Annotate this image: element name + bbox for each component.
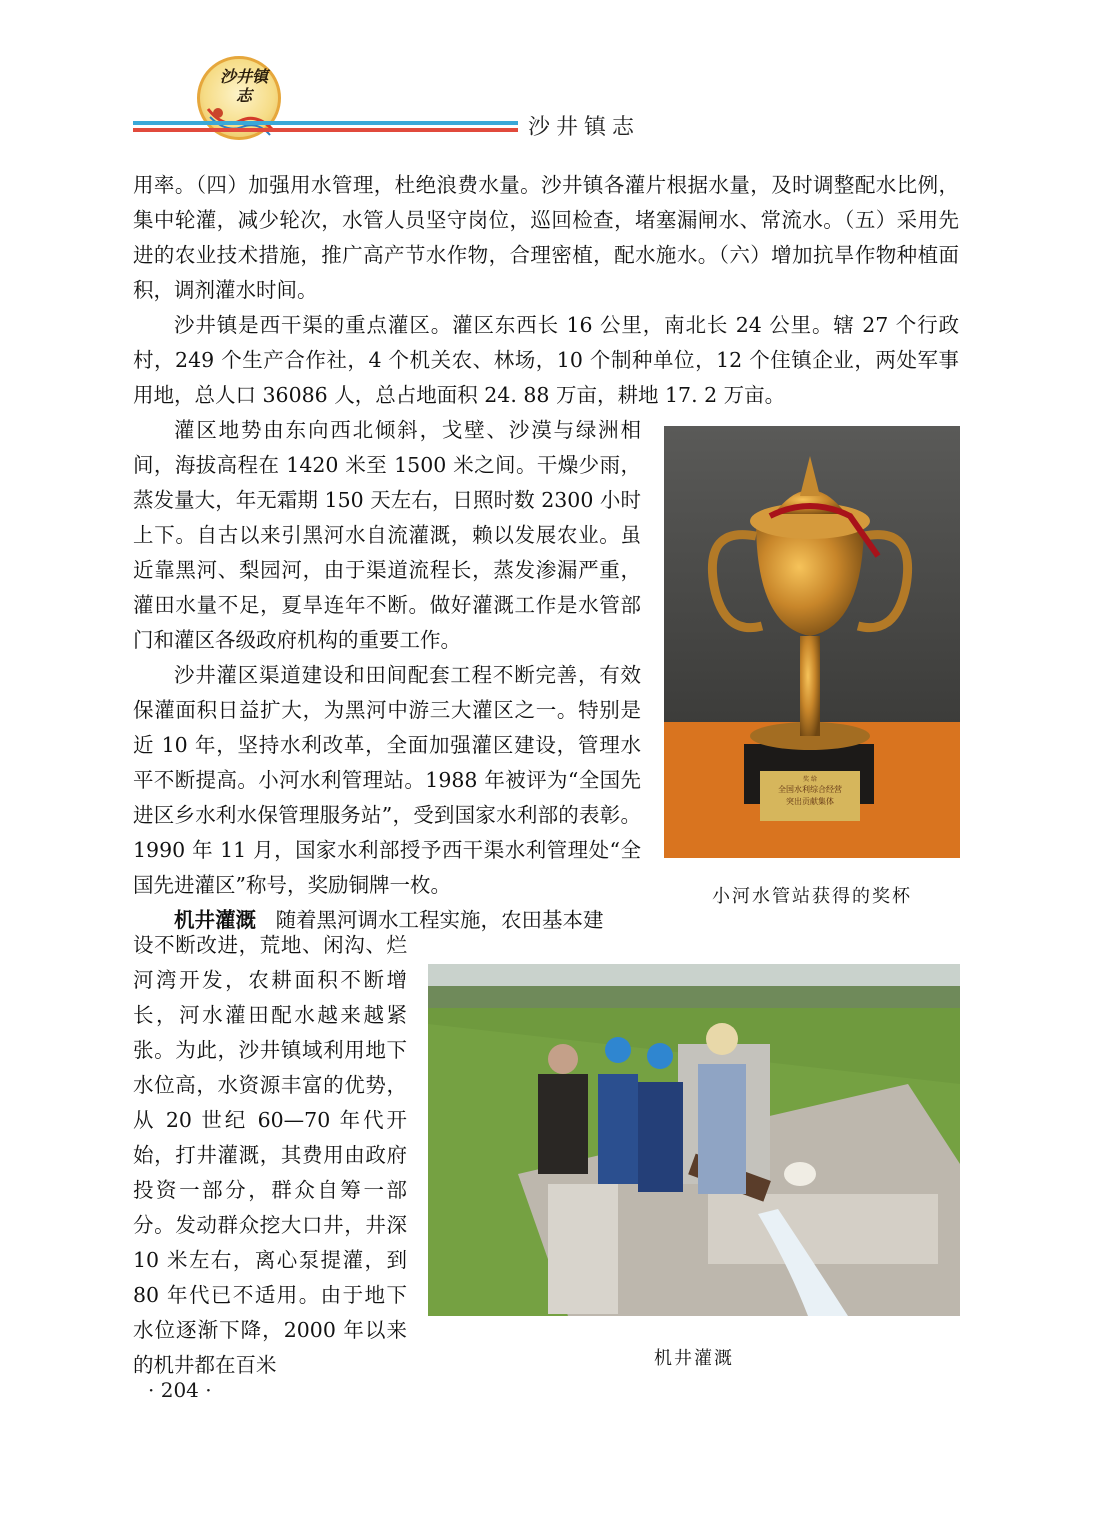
logo-text: 沙井镇志 xyxy=(219,67,268,105)
paragraph-5-lead: 随着黑河调水工程实施，农田基本建 xyxy=(275,908,604,932)
plaque-line-1: 奖 给 xyxy=(803,776,817,783)
well-irrigation-photo xyxy=(428,964,960,1316)
plaque-line-3: 突出贡献集体 xyxy=(786,797,834,806)
trophy-caption: 小河水管站获得的奖杯 xyxy=(712,886,912,907)
header-rule-blue xyxy=(133,121,518,125)
plaque-line-2: 全国水利综合经营 xyxy=(778,785,842,794)
body-left-column xyxy=(133,413,641,938)
body-narrow-column xyxy=(133,928,407,1383)
paragraph-2: 沙井镇是西干渠的重点灌区。灌区东西长 16 公里，南北长 24 公里。辖 27 个行政村，249 个生产合作社，4 个机关农、林场，10 个制种单位，12 个住镇企业，两处军事用地，总人口 36086 人，总占地面积 24. 88 万亩，耕地 17. 2 万亩。 xyxy=(133,313,959,407)
paragraph-5-rest: 设不断改进，荒地、闲沟、烂河湾开发，农耕面积不断增长，河水灌田配水越来越紧张。为此，沙井镇域利用地下水位高，水资源丰富的优势，从 20 世纪 60—70 年代开始，打井灌溉，其费用由政府投资一部分，群众自筹一部分。发动群众挖大口井，井深 10 米左右，离心泵提灌，到 80 年代已不适用。由于地下水位逐渐下降，2000 年以来的机井都在百米 xyxy=(133,933,407,1377)
trophy-photo xyxy=(664,426,960,858)
page-number: · 204 · xyxy=(148,1378,212,1402)
paragraph-1: 用率。（四）加强用水管理，杜绝浪费水量。沙井镇各灌片根据水量，及时调整配水比例，集中轮灌，减少轮次，水管人员坚守岗位，巡回检查，堵塞漏闸水、常流水。（五）采用先进的农业技术措施，推广高产节水作物，合理密植，配水施水。（六）增加抗旱作物种植面积，调剂灌水时间。 xyxy=(133,173,959,302)
page-header xyxy=(0,0,1093,150)
running-title: 沙井镇志 xyxy=(528,115,641,140)
paragraph-4: 沙井灌区渠道建设和田间配套工程不断完善，有效保灌面积日益扩大，为黑河中游三大灌区之一。特别是近 10 年，坚持水利改革，全面加强灌区建设，管理水平不断提高。小河水利管理站。1988 年被评为“全国先进区乡水利水保管理服务站”，受到国家水利部的表彰。1990 年 11 月，国家水利部授予西干渠水利管理处“全国先进灌区”称号，奖励铜牌一枚。 xyxy=(133,663,641,897)
well-caption: 机井灌溉 xyxy=(654,1348,734,1369)
paragraph-3: 灌区地势由东向西北倾斜，戈壁、沙漠与绿洲相间，海拔高程在 1420 米至 1500 米之间。干燥少雨，蒸发量大，年无霜期 150 天左右，日照时数 2300 小时上下。自古以来引黑河水自流灌溉，赖以发展农业。虽近靠黑河、梨园河，由于渠道流程长，蒸发渗漏严重，灌田水量不足，夏旱连年不断。做好灌溉工作是水管部门和灌区各级政府机构的重要工作。 xyxy=(133,418,641,652)
section-heading: 机井灌溉 xyxy=(174,908,256,932)
header-rule-red xyxy=(133,128,518,132)
body-top xyxy=(133,168,959,413)
